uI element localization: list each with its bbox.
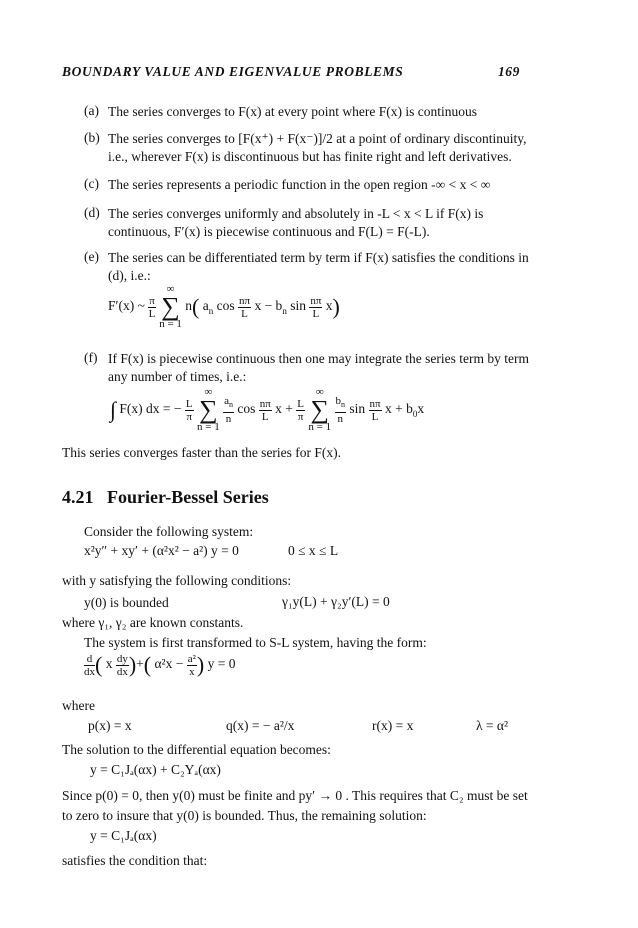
item-label-f: (f)	[84, 350, 98, 365]
item-label-a: (a)	[84, 103, 99, 118]
frac-pi-over-L: $\frac{\pi}{L}$	[148, 294, 156, 320]
boundary-condition: γ₁y(L) + γ₂y′(L) = 0	[282, 594, 390, 609]
solution-becomes-line: The solution to the differential equation becomes:	[62, 742, 331, 757]
since-line-1: Since p(0) = 0, then y(0) must be finite and py′ → 0 . This requires that C₂ must be set	[62, 788, 528, 803]
domain-range: 0 ≤ x ≤ L	[288, 543, 339, 558]
item-text-b-line1: The series converges to [F(x⁺) + F(x⁻)]/2 at a point of ordinary discontinuity,	[108, 131, 527, 146]
remaining-solution: y = C₁Jₐ(αx)	[90, 828, 157, 843]
bounded-condition: y(0) is bounded	[84, 595, 169, 610]
equation-derivative-series: F′(x) ~ $\frac{\pi}{L}$ ∞ ∑ n = 1 n( $a_n$ cos $\frac{n\pi}{L}$ $x - b_n$ sin $\frac{n\pi}{L}$ x)	[108, 283, 340, 330]
lambda-value: λ = α²	[476, 718, 509, 733]
p-function: p(x) = x	[88, 718, 132, 733]
frac-npi-over-L: $\frac{n\pi}{L}$	[239, 294, 251, 320]
general-solution: y = C₁Jₐ(αx) + C₂Yₐ(αx)	[90, 762, 221, 777]
page-number: 169	[497, 64, 520, 79]
item-text-d-line1: The series converges uniformly and absolutely in -L < x < L if F(x) is	[108, 206, 484, 221]
item-text-f-line1: If F(x) is piecewise continuous then one may integrate the series term by term	[108, 351, 529, 366]
converges-faster-note: This series converges faster than the series for F(x).	[62, 445, 342, 460]
item-text-c: The series represents a periodic function in the open region -∞ < x < ∞	[108, 177, 491, 192]
eq-lhs: F′(x) ~	[108, 298, 145, 314]
item-label-e: (e)	[84, 249, 99, 264]
bessel-ode: x²y″ + xy′ + (α²x² − a²) y = 0	[84, 543, 239, 558]
integral-sign: ∫	[110, 397, 117, 422]
header-title: BOUNDARY VALUE AND EIGENVALUE PROBLEMS	[62, 64, 404, 79]
consider-line: Consider the following system:	[84, 524, 254, 539]
item-text-e-line1: The series can be differentiated term by term if F(x) satisfies the conditions in	[108, 250, 529, 265]
r-function: r(x) = x	[372, 718, 414, 733]
where-label: where	[62, 698, 95, 713]
with-y-line: with y satisfying the following conditions:	[62, 573, 292, 588]
satisfies-line: satisfies the condition that:	[62, 853, 208, 868]
item-label-b: (b)	[84, 130, 100, 145]
item-text-a: The series converges to F(x) at every point where F(x) is continuous	[108, 104, 478, 119]
section-title: Fourier-Bessel Series	[107, 487, 269, 507]
summation-sign: ∞ ∑ n = 1	[159, 283, 182, 330]
section-number: 4.21	[62, 487, 94, 507]
frac-npi-over-L-2: $\frac{n\pi}{L}$	[310, 294, 322, 320]
since-line-2: to zero to insure that y(0) is bounded. Thus, the remaining solution:	[62, 808, 427, 823]
where-gamma-line: where γ₁, γ₂ are known constants.	[62, 615, 244, 630]
equation-integral-series: ∫ F(x) dx = − $\frac{L}{\pi}$ ∞ ∑ n = 1 $\frac{a_n}{n}$ cos $\frac{n\pi}{L}$ x + $\frac{L}{\pi}$ ∞ ∑ n = 1 $\frac{b_n}{n}$ sin $\frac{n\pi}{L}$ $x + b_0x$	[110, 386, 425, 433]
item-text-e-line2: (d), i.e.:	[108, 268, 151, 283]
item-label-d: (d)	[84, 205, 100, 220]
item-text-d-line2: continuous, F′(x) is piecewise continuous and F(L) = F(-L).	[108, 224, 430, 239]
item-label-c: (c)	[84, 176, 99, 191]
section-heading	[62, 487, 269, 508]
transformed-line: The system is first transformed to S-L system, having the form:	[84, 635, 427, 650]
item-text-f-line2: any number of times, i.e.:	[108, 369, 247, 384]
sturm-liouville-form: $\frac{d}{dx}$ ( x $\frac{dy}{dx}$ )+( α²x − $\frac{\text{a²}}{x}$ ) y = 0	[84, 652, 236, 678]
q-function: q(x) = − a²/x	[226, 718, 295, 733]
item-text-b-line2: i.e., wherever F(x) is discontinuous but has finite right and left derivatives.	[108, 149, 512, 164]
